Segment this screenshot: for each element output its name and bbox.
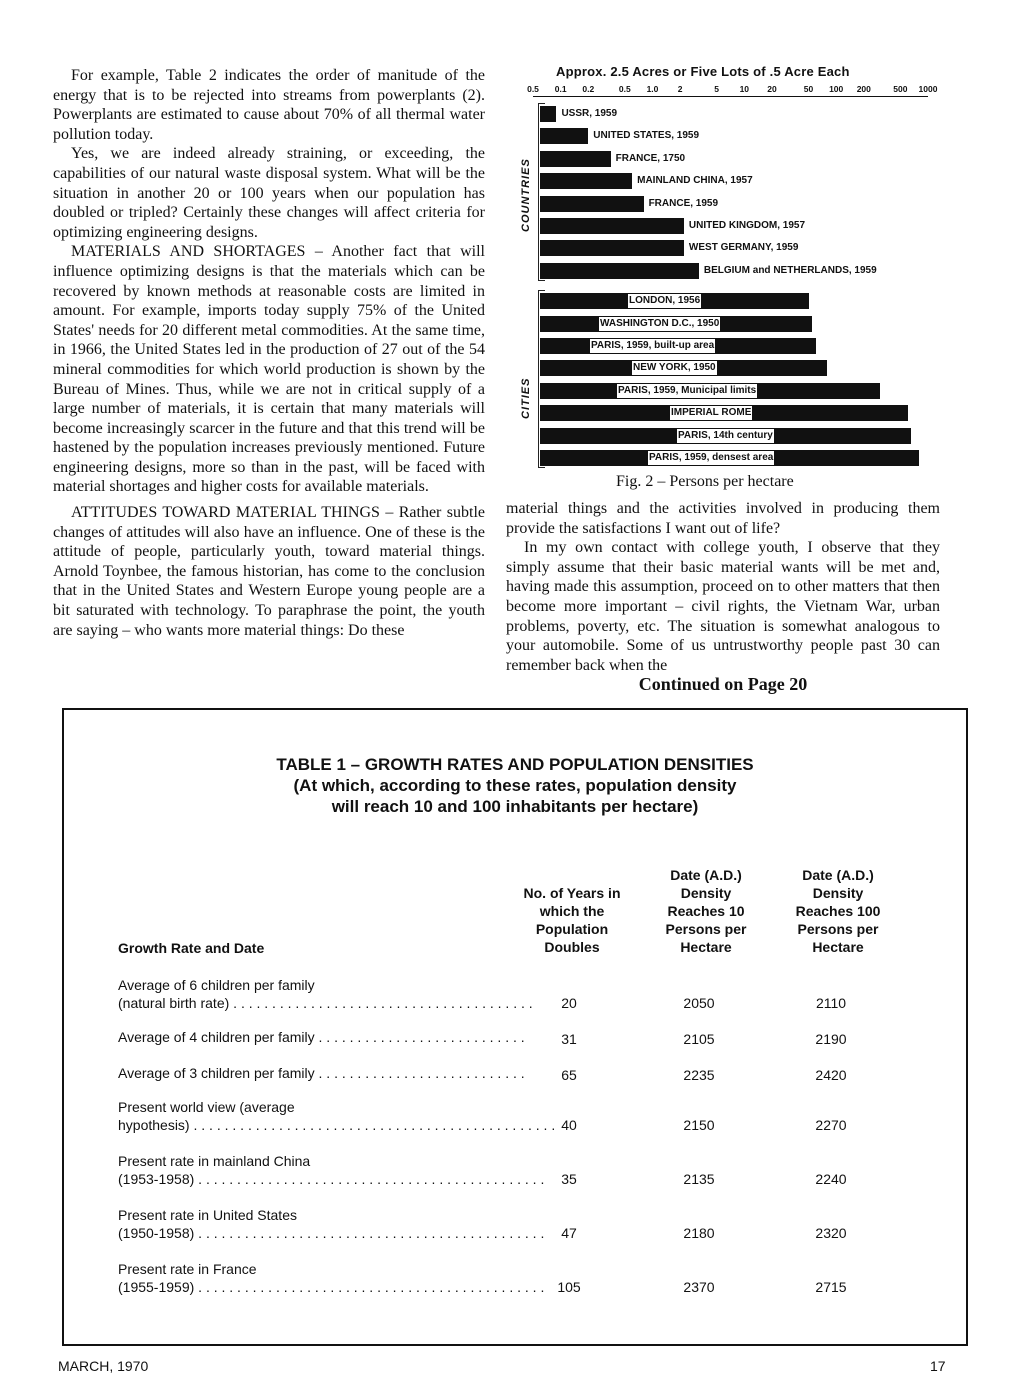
growth-rates-table [62,708,968,1346]
cell-years: 20 [561,995,577,1011]
tick-label: 500 [893,84,908,94]
bar-label: FRANCE, 1750 [615,152,686,164]
bar-label: BELGIUM and NETHERLANDS, 1959 [703,264,877,276]
bar [540,218,684,234]
row-label: Average of 3 children per family . . . . . . . . . . . . . . . . . . . . . . . . . . . [118,1065,525,1081]
header-doubling-years: No. of Years in which the Population Doubles [523,885,621,955]
tick-label: 5 [714,84,720,94]
tick-label: 0.5 [618,84,631,94]
bar-row [510,196,942,212]
tick-label: 50 [803,84,814,94]
row-label: Present world view (average hypothesis) . . . . . . . . . . . . . . . . . . . . . . . . . . . . . . . . . . . . . . . . . . . . . . . [118,1099,556,1133]
bar [540,128,588,144]
table-title [64,754,966,817]
cell-d10: 2370 [683,1279,715,1295]
bar-row [510,293,942,309]
tick-label: 1000 [918,84,938,94]
persons-per-hectare-figure [510,62,942,470]
cell-d100: 2190 [815,1031,847,1047]
paragraph: Yes, we are indeed already straining, or exceeding, the capabilities of our natural waste disposal system. What will be the situation in another 20 or 100 years when our population has doubled or tripled? Certainly these changes will affect criteria for optimizing engineering designs. [53,145,485,241]
bar-row [510,383,942,399]
cell-d10: 2150 [683,1117,715,1133]
cell-d10: 2135 [683,1171,715,1187]
paragraph: material things and the activities involved in producing them provide the satisfactions I want out of life? [506,500,940,537]
cell-years: 31 [561,1031,577,1047]
group-label: COUNTRIES [520,157,532,232]
tick-label: 0.5 [527,84,539,94]
figure-caption: Fig. 2 – Persons per hectare [616,473,794,490]
cell-d100: 2240 [815,1171,847,1187]
cell-d10: 2235 [683,1067,715,1083]
bar-label: MAINLAND CHINA, 1957 [637,175,753,187]
tick-label: 2 [677,84,683,94]
bar [540,173,632,189]
page-number: 17 [930,1358,946,1374]
bar-row [510,338,942,354]
tick-label: 200 [856,84,871,94]
bar-label: PARIS, 1959, Municipal limits [618,384,757,396]
cell-years: 105 [557,1279,581,1295]
bar [540,196,644,212]
cell-d10: 2180 [683,1225,715,1241]
paragraph: In my own contact with college youth, I observe that they simply assume that their basic material wants will be met and, having made this assumption, proceed on to other matters that then become more important – civil rights, the Vietnam War, urban problems, poverty, etc. The situation is somewhat analogous to your automobile. Some of us untrustworthy people past 30 can remember back when the [506,539,940,674]
cell-d100: 2420 [815,1067,847,1083]
bar-label: NEW YORK, 1950 [633,362,716,374]
bar [540,240,684,256]
group-bracket [538,103,545,281]
bar-label: PARIS, 1959, built-up area [591,340,715,351]
cell-years: 47 [561,1225,577,1241]
bar-row [510,450,942,466]
tick-label: 0.1 [554,84,567,94]
bar-label: USSR, 1959 [561,108,618,119]
figure-title: Approx. 2.5 Acres or Five Lots of .5 Acre Each [556,64,850,79]
table-title-line: TABLE 1 – GROWTH RATES AND POPULATION DENSITIES [276,755,754,774]
table-title-line: will reach 10 and 100 inhabitants per hectare) [331,797,699,816]
header-date-10: Date (A.D.) Density Reaches 10 Persons per Hectare [665,867,747,955]
bar [540,263,699,279]
bar [540,151,611,167]
cell-d100: 2270 [815,1117,847,1133]
tick-label: 10 [739,84,750,94]
footer-date: MARCH, 1970 [58,1358,149,1374]
cell-d100: 2320 [815,1225,847,1241]
bar-row [510,360,942,376]
bar-label: UNITED STATES, 1959 [593,130,700,142]
row-label: Present rate in France (1955-1959) . . . . . . . . . . . . . . . . . . . . . . . . . . . . . . . . . . . . . . . . . . . . . [118,1261,545,1295]
bar-row [510,106,942,122]
left-text-column [53,66,485,640]
bar-label: UNITED KINGDOM, 1957 [688,220,806,231]
tick-label: 20 [767,84,777,94]
bar-label: FRANCE, 1959 [648,197,719,209]
bar-row [510,405,942,421]
table-title-line: (At which, according to these rates, population density [293,776,737,795]
group-bracket [538,290,545,468]
row-label: Present rate in United States (1950-1958) . . . . . . . . . . . . . . . . . . . . . . . . . . . . . . . . . . . . . . . . . . . . . [118,1207,545,1241]
continued-note: Continued on Page 20 [638,674,808,695]
bar-label: LONDON, 1956 [629,295,701,307]
right-text-column [506,499,940,695]
bar-label: PARIS, 1959, densest area [649,452,774,463]
axis-ticks [527,84,938,102]
bar-row [510,428,942,444]
header-date-100: Date (A.D.) Density Reaches 100 Persons per Hectare [795,867,881,955]
bar-row [510,151,942,167]
row-label: Average of 6 children per family (natural birth rate) . . . . . . . . . . . . . . . . . . . . . . . . . . . . . . . . . . . . . . . [118,977,533,1011]
bar-row [510,240,942,256]
tick-label: 100 [829,84,844,94]
cell-years: 35 [561,1171,577,1187]
tick-label: 1.0 [646,84,659,94]
cell-d100: 2715 [815,1279,847,1295]
header-growth-rate: Growth Rate and Date [118,940,265,956]
bar-row [510,263,942,279]
paragraph: ATTITUDES TOWARD MATERIAL THINGS – Rather subtle changes of attitudes will also have an influence. One of these is the attitude of people, particularly youth, toward material things. Arnold Toynbee, the famous historian, has come to the conclusion that in the United States and Western Europe young people are a bit saturated with technology. To paraphrase the point, the youth are saying – who wants more material things: Do these [53,504,485,639]
cell-d10: 2050 [683,995,715,1011]
bar-label: PARIS, 14th century [678,429,773,441]
axis-line [533,96,928,97]
bar-row [510,173,942,189]
cell-years: 40 [561,1117,577,1133]
bar-label: WEST GERMANY, 1959 [688,242,799,254]
cell-d100: 2110 [815,995,847,1011]
row-label: Present rate in mainland China (1953-1958) . . . . . . . . . . . . . . . . . . . . . . . . . . . . . . . . . . . . . . . . . . . . . [118,1153,545,1187]
tick-label: 0.2 [582,84,595,94]
bar-row [510,128,942,144]
bar-label: WASHINGTON D.C., 1950 [600,317,720,329]
cell-d10: 2105 [683,1031,715,1047]
row-label: Average of 4 children per family . . . . . . . . . . . . . . . . . . . . . . . . . . . [118,1029,525,1045]
cell-years: 65 [561,1067,577,1083]
bar-row [510,218,942,234]
paragraph: MATERIALS AND SHORTAGES – Another fact that will influence optimizing designs is that the materials which can be recovered by known methods at reasonable costs are limited in amount. For example, imports today supply 75% of the United States' needs for 20 different metal commodities. At the same time, in 1966, the United States led in the production of 27 out of the 54 mineral commodities for which world production is shown by the Bureau of Mines. Thus, while we are not in critical supply of a large number of materials, it is certain that many materials will become increasingly scarcer in the future and that this trend will be hastened by the population increases previously mentioned. Future engineering designs, more so than in the past, will be faced with material shortages and higher costs for available materials. [53,243,485,496]
paragraph: For example, Table 2 indicates the order of manitude of the energy that is to be rejected into streams from powerplants (2). Powerplants are estimated to cause about 70% of all thermal water pollution today. [53,67,485,143]
bar-label: IMPERIAL ROME [671,407,752,419]
group-label: CITIES [520,377,532,419]
bar-row [510,316,942,332]
